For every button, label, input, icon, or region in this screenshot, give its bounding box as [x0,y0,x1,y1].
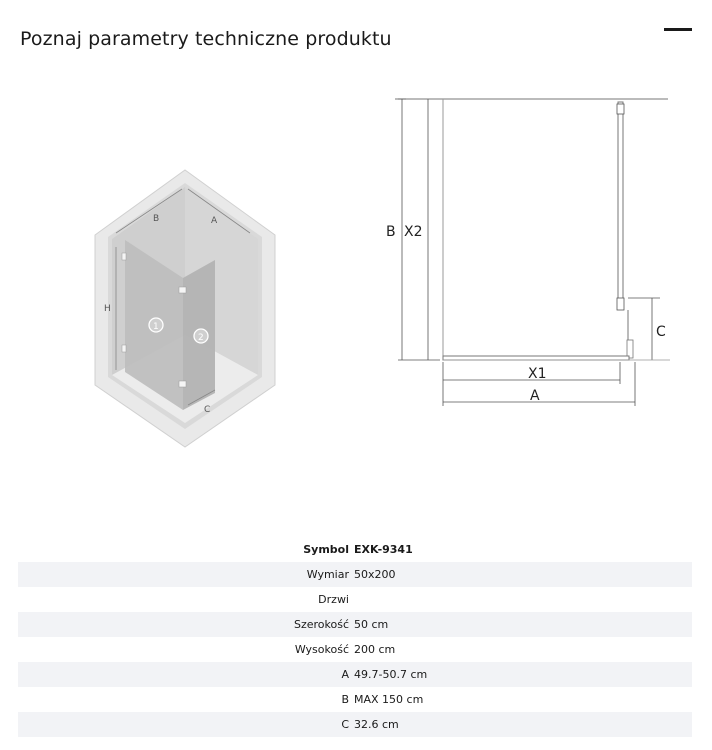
spec-key: Symbol [303,543,349,556]
table-row [18,712,692,737]
minus-icon [664,28,692,31]
tech-label-a: A [530,388,540,404]
spec-value: 50x200 [354,568,396,581]
spec-key: Wymiar [306,568,349,581]
dim-label-b: B [153,214,160,224]
table-row [18,687,692,712]
tech-label-c: C [656,324,666,340]
spec-value: 50 cm [354,618,389,631]
spec-key: B [341,693,349,706]
table-row [18,562,692,587]
dim-label-a: A [211,216,218,226]
table-row [18,537,692,562]
spec-key: C [341,718,349,731]
dim-label-h: H [104,304,111,314]
spec-key: Drzwi [318,593,349,606]
technical-drawing [380,90,680,410]
specs-table [18,537,692,737]
table-row [18,612,692,637]
table-row [18,662,692,687]
isometric-diagram [90,165,280,450]
dim-label-c: C [204,405,211,415]
table-row [18,637,692,662]
panel-2-label: 2 [198,333,204,343]
spec-value: 200 cm [354,643,396,656]
spec-value: EXK-9341 [354,543,413,556]
spec-value: MAX 150 cm [354,693,424,706]
spec-value: 32.6 cm [354,718,399,731]
spec-key: Szerokość [293,618,349,631]
tech-label-x1: X1 [528,366,547,382]
page-title: Poznaj parametry techniczne produktu [20,28,392,50]
spec-value: 49.7-50.7 cm [354,668,428,681]
table-row [18,587,692,612]
tech-label-b: B [386,224,396,240]
spec-key: A [341,668,349,681]
panel-1-label: 1 [153,322,159,332]
spec-key: Wysokość [294,643,349,656]
tech-label-x2: X2 [404,224,423,240]
